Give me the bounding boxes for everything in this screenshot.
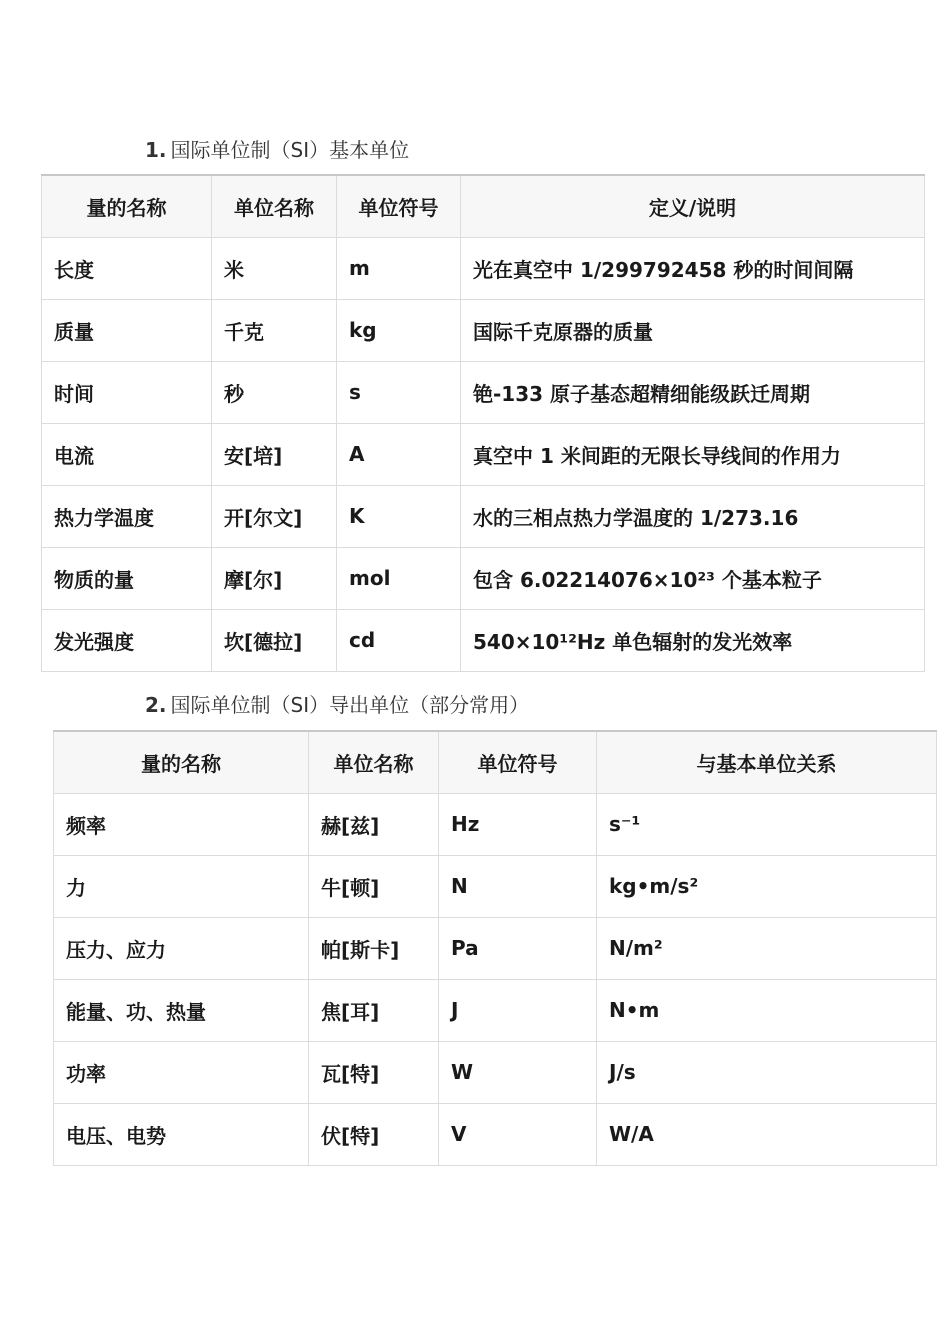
table-row (54, 793, 937, 855)
unit-name-cell: 赫[兹] (309, 793, 439, 855)
unit-symbol-cell: Hz (439, 793, 597, 855)
section-1-number: 1. (145, 138, 167, 162)
definition-cell: 国际千克原器的质量 (461, 299, 925, 361)
unit-symbol-cell: A (337, 423, 461, 485)
unit-name-cell: 伏[特] (309, 1103, 439, 1165)
unit-symbol-cell: Pa (439, 917, 597, 979)
column-header: 单位符号 (439, 731, 597, 793)
unit-name-cell: 安[培] (212, 423, 337, 485)
quantity-name-cell: 物质的量 (42, 547, 212, 609)
column-header: 量的名称 (54, 731, 309, 793)
unit-symbol-cell: m (337, 237, 461, 299)
table-row (42, 299, 925, 361)
column-header: 单位名称 (309, 731, 439, 793)
unit-symbol-cell: W (439, 1041, 597, 1103)
base-unit-relation-cell: N•m (597, 979, 937, 1041)
table-row (54, 917, 937, 979)
table-row (54, 1041, 937, 1103)
definition-cell: 铯-133 原子基态超精细能级跃迁周期 (461, 361, 925, 423)
unit-symbol-cell: kg (337, 299, 461, 361)
table-row (42, 361, 925, 423)
unit-symbol-cell: J (439, 979, 597, 1041)
table-row (54, 979, 937, 1041)
quantity-name-cell: 发光强度 (42, 609, 212, 671)
section-2-number: 2. (145, 693, 167, 717)
base-unit-relation-cell: s⁻¹ (597, 793, 937, 855)
table-header-row (42, 175, 925, 237)
unit-name-cell: 开[尔文] (212, 485, 337, 547)
unit-symbol-cell: s (337, 361, 461, 423)
column-header: 单位名称 (212, 175, 337, 237)
table-row (54, 1103, 937, 1165)
unit-name-cell: 秒 (212, 361, 337, 423)
unit-name-cell: 瓦[特] (309, 1041, 439, 1103)
quantity-name-cell: 能量、功、热量 (54, 979, 309, 1041)
table-row (54, 855, 937, 917)
unit-symbol-cell: N (439, 855, 597, 917)
base-unit-relation-cell: J/s (597, 1041, 937, 1103)
column-header: 量的名称 (42, 175, 212, 237)
unit-symbol-cell: V (439, 1103, 597, 1165)
section-1-title-text: 国际单位制（SI）基本单位 (170, 138, 410, 162)
definition-cell: 540×10¹²Hz 单色辐射的发光效率 (461, 609, 925, 671)
quantity-name-cell: 功率 (54, 1041, 309, 1103)
unit-name-cell: 牛[顿] (309, 855, 439, 917)
unit-name-cell: 坎[德拉] (212, 609, 337, 671)
unit-name-cell: 摩[尔] (212, 547, 337, 609)
base-unit-relation-cell: kg•m/s² (597, 855, 937, 917)
column-header: 定义/说明 (461, 175, 925, 237)
quantity-name-cell: 频率 (54, 793, 309, 855)
quantity-name-cell: 电压、电势 (54, 1103, 309, 1165)
table-row (42, 485, 925, 547)
column-header: 与基本单位关系 (597, 731, 937, 793)
quantity-name-cell: 热力学温度 (42, 485, 212, 547)
unit-name-cell: 米 (212, 237, 337, 299)
unit-symbol-cell: K (337, 485, 461, 547)
si-derived-units-table (53, 730, 937, 1166)
unit-name-cell: 帕[斯卡] (309, 917, 439, 979)
unit-name-cell: 千克 (212, 299, 337, 361)
quantity-name-cell: 压力、应力 (54, 917, 309, 979)
table-header-row (54, 731, 937, 793)
quantity-name-cell: 质量 (42, 299, 212, 361)
definition-cell: 光在真空中 1/299792458 秒的时间间隔 (461, 237, 925, 299)
section-2-title-text: 国际单位制（SI）导出单位（部分常用） (170, 693, 530, 717)
quantity-name-cell: 电流 (42, 423, 212, 485)
definition-cell: 真空中 1 米间距的无限长导线间的作用力 (461, 423, 925, 485)
definition-cell: 水的三相点热力学温度的 1/273.16 (461, 485, 925, 547)
table-row (42, 423, 925, 485)
quantity-name-cell: 长度 (42, 237, 212, 299)
quantity-name-cell: 力 (54, 855, 309, 917)
unit-name-cell: 焦[耳] (309, 979, 439, 1041)
table-row (42, 609, 925, 671)
quantity-name-cell: 时间 (42, 361, 212, 423)
section-2-title (145, 691, 529, 719)
section-1-title (145, 136, 409, 164)
base-unit-relation-cell: W/A (597, 1103, 937, 1165)
column-header: 单位符号 (337, 175, 461, 237)
table-row (42, 237, 925, 299)
unit-symbol-cell: cd (337, 609, 461, 671)
si-base-units-table (41, 174, 925, 672)
base-unit-relation-cell: N/m² (597, 917, 937, 979)
unit-symbol-cell: mol (337, 547, 461, 609)
definition-cell: 包含 6.02214076×10²³ 个基本粒子 (461, 547, 925, 609)
table-row (42, 547, 925, 609)
